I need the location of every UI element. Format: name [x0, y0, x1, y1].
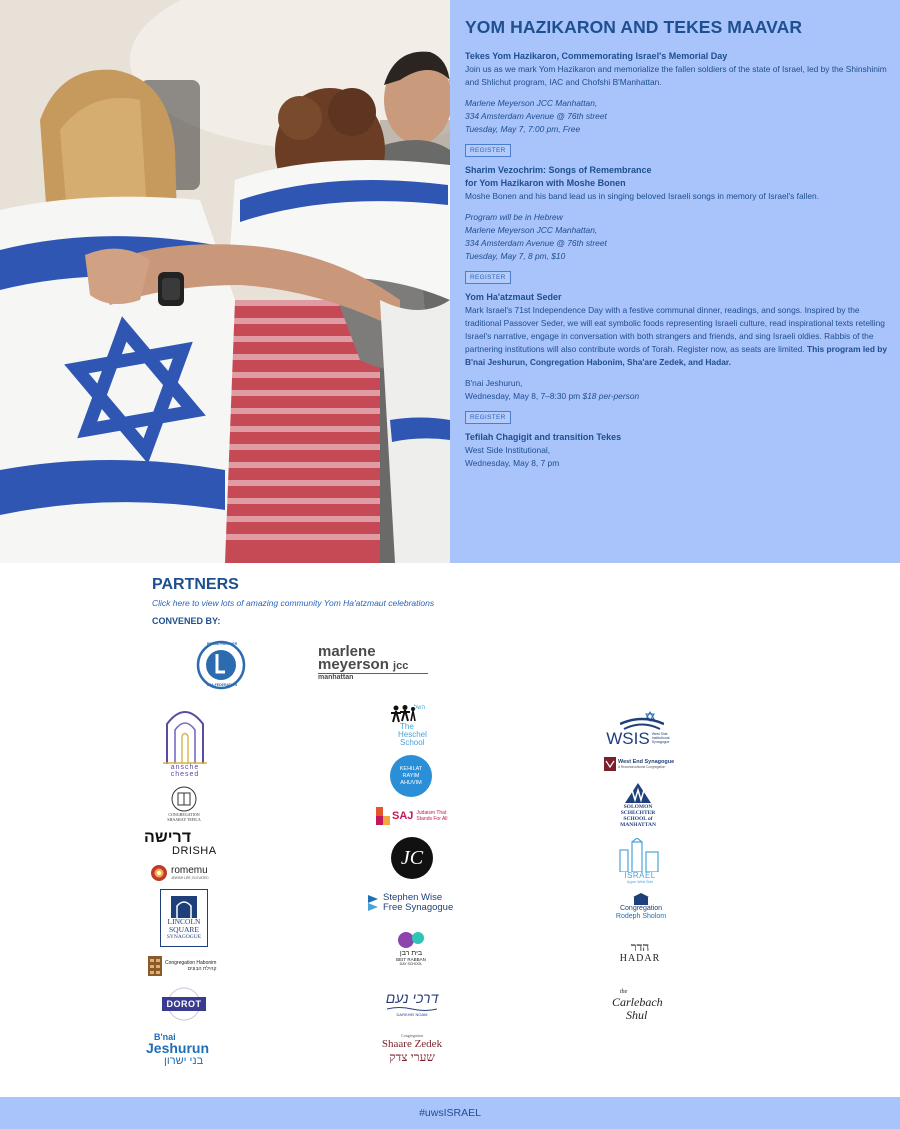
jcc-line-marlene: marlene	[318, 643, 376, 660]
marlene-meyerson-jcc-logo[interactable]	[318, 641, 433, 685]
heschel-school-logo[interactable]	[390, 704, 434, 748]
beit-rabban-logo[interactable]	[388, 922, 434, 974]
habonim-bricks-icon	[148, 956, 162, 976]
saj-name: SAJ	[392, 810, 414, 822]
jcc-meyerson-text: meyerson	[318, 656, 389, 673]
iscl-name: ISRAEL	[624, 871, 656, 880]
shaaray-crest-icon	[167, 786, 201, 812]
wsis-subtitle: West Side Institutional Synagogue	[651, 732, 670, 744]
heschel-figures-icon	[390, 705, 416, 723]
hero-section	[0, 0, 900, 563]
event-description-text: Mark Israel's 71st Independence Day with a festive communal dinner, readings, and songs. Inspired by the traditional Passover Seder, we will eat symbolic foods representing Israeli culture, read inspirational texts retelling Israel's narrative, engage in conversation with both strangers and friends, and sing Israeli oldies. Rabbis of the partnering institutions will also contribute words of Torah. Register now, as seats are limited.	[465, 305, 885, 354]
page-title: YOM HAZIKARON AND TEKES MAAVAR	[465, 17, 803, 37]
heschel-line2: Heschel	[398, 730, 427, 739]
jc-logo[interactable]	[391, 837, 433, 879]
event-language-note: Program will be in Hebrew	[465, 212, 563, 222]
event-date-line: Tuesday, May 7, 7:00 pm, Free	[465, 124, 581, 134]
event-date-line: Wednesday, May 8, 7 pm	[465, 458, 560, 468]
jcc-line-meyerson	[318, 658, 408, 673]
west-end-name: West End Synagogue	[618, 759, 675, 765]
event-title: Yom Ha'atzmaut Seder	[465, 292, 562, 302]
lincoln-square-synagogue-logo[interactable]	[160, 889, 208, 947]
hadar-logo[interactable]	[616, 934, 664, 970]
partners-title: PARTNERS	[152, 576, 239, 593]
rodeph-sholom-logo[interactable]	[606, 891, 676, 923]
darkhei-name: DARKHEI NOAM	[396, 1011, 428, 1017]
event-date-line	[465, 390, 890, 403]
habonim-name: Congregation Habonim	[165, 960, 217, 966]
west-end-synagogue-logo[interactable]	[604, 755, 680, 773]
shaare-line1: Congregation	[401, 1033, 423, 1038]
kehilat-line3: AHUVIM	[400, 779, 422, 786]
event-location	[465, 444, 890, 470]
beit-rabban-line1: BEIT RABBAN	[396, 957, 426, 962]
heschel-hebrew: השל	[414, 705, 426, 711]
iscl-subtitle: Upper West Side	[626, 880, 654, 884]
drisha-hebrew: דרישה	[144, 828, 192, 846]
event-location-line: 334 Amsterdam Avenue @ 76th street	[465, 238, 607, 248]
bnai-hebrew: בני ישרון	[164, 1055, 204, 1067]
register-button[interactable]: REGISTER	[465, 411, 511, 424]
register-button[interactable]: REGISTER	[465, 271, 511, 284]
event-location-line: B'nai Jeshurun,	[465, 378, 523, 388]
uja-ring-top: PROUD PARTNER	[206, 642, 238, 646]
drisha-logo[interactable]	[144, 829, 218, 857]
stephen-wise-free-synagogue-logo[interactable]	[366, 891, 460, 915]
convened-by-label: CONVENED BY:	[152, 616, 221, 626]
event-tefilah-chagigit	[465, 431, 890, 470]
event-description: Moshe Bonen and his band lead us in singing beloved Israeli songs in memory of Israel's fallen.	[465, 191, 820, 201]
uja-ring-bottom: UJA FEDERATION	[206, 683, 238, 687]
drisha-name: DRISHA	[172, 844, 217, 857]
romemu-logo[interactable]	[150, 862, 218, 884]
schechter-line4: MANHATTAN	[620, 822, 656, 828]
hadar-hebrew: הדר	[630, 939, 650, 954]
carlebach-line3: Shul	[626, 1007, 648, 1022]
saj-tagline1: Judaism That	[416, 810, 447, 816]
community-celebrations-link[interactable]: Click here to view lots of amazing community Yom Ha'atzmaut celebrations	[152, 598, 435, 608]
heschel-line3: School	[400, 738, 425, 747]
skyline-icon	[616, 838, 664, 872]
schechter-line2: SCHECHTER	[620, 810, 656, 816]
wsis-star-wave-icon	[620, 710, 664, 730]
schechter-line1: SOLOMON	[623, 804, 653, 810]
dorot-name: DOROT	[166, 999, 202, 1009]
events-panel	[450, 0, 900, 563]
kehilat-line2: RAYIM	[402, 772, 420, 779]
hero-photo-illustration	[0, 0, 450, 563]
beit-rabban-line2: DAY SCHOOL	[399, 962, 423, 966]
shaaray-line2: SHAARAY TEFILA	[167, 817, 201, 822]
carlebach-line2: Carlebach	[612, 994, 663, 1009]
event-location	[465, 377, 890, 403]
event-title: Tefilah Chagigit and transition Tekes	[465, 432, 622, 442]
ansche-line2: chesed	[170, 771, 200, 778]
jc-mark: JC	[400, 846, 424, 869]
event-date-line: Tuesday, May 7, 8 pm, $10	[465, 251, 566, 261]
event-title-line: for Yom Hazikaron with Moshe Bonen	[465, 178, 626, 188]
shaaray-tefila-logo[interactable]	[160, 784, 208, 824]
event-description: Join us as we mark Yom Hazikaron and memorialize the fallen soldiers of the state of Israel, led by the Shinshinim and Shlichut program, IAC and Chofshi B'Manhattan.	[465, 64, 887, 87]
iscl-israel-logo[interactable]	[614, 836, 666, 886]
shaaray-line1: CONGREGATION	[168, 812, 200, 817]
darkhei-noam-logo[interactable]	[382, 986, 442, 1020]
hadar-name: HADAR	[619, 952, 661, 964]
rodeph-line2: Rodeph Sholom	[615, 913, 667, 920]
event-title	[465, 164, 890, 190]
event-description-highlight: This program led by B'nai Jeshurun, Congregation Habonim, Sha'are Zedek, and Hadar.	[465, 344, 888, 367]
lincoln-arch-icon	[171, 896, 197, 918]
event-location-line: West Side Institutional,	[465, 445, 551, 455]
event-description	[465, 304, 890, 369]
romemu-tagline: JEWISH LIFE, ELEVATED	[171, 876, 209, 880]
event-price: $18 per-person	[582, 391, 640, 401]
stephen-wise-flame-icon	[366, 894, 380, 912]
jcc-mark: jcc	[393, 660, 409, 672]
jcc-line-manhattan: manhattan	[318, 674, 354, 681]
lincoln-line2: SQUARE	[168, 924, 199, 934]
west-end-mark-icon	[604, 757, 616, 771]
event-location-line: 334 Amsterdam Avenue @ 76th street	[465, 111, 607, 121]
wsis-logo[interactable]	[604, 706, 680, 750]
romemu-name: romemu	[171, 865, 208, 876]
heschel-line1: The	[400, 722, 414, 731]
shaare-line2: Shaare Zedek	[381, 1038, 443, 1050]
congregation-habonim-logo[interactable]	[148, 955, 220, 977]
carlebach-line1: the	[620, 988, 628, 995]
dorot-logo[interactable]	[156, 986, 212, 1022]
event-date-text: Wednesday, May 8, 7–8:30 pm	[465, 391, 581, 401]
bnai-line1: B'nai	[154, 1032, 176, 1042]
lincoln-line3: SYNAGOGUE	[166, 933, 202, 940]
register-button[interactable]: REGISTER	[465, 144, 511, 157]
rodeph-line1: Congregation	[619, 905, 663, 912]
beit-rabban-bubbles-icon	[396, 930, 426, 950]
kehilat-rayim-ahuvim-logo[interactable]	[390, 755, 432, 797]
event-tekes-yom-hazikaron	[465, 50, 890, 164]
bnai-jeshurun-logo[interactable]	[146, 1030, 222, 1070]
event-location	[465, 97, 890, 136]
hero-photo	[0, 0, 450, 563]
saj-logo[interactable]	[376, 804, 448, 828]
solomon-schechter-logo[interactable]	[610, 780, 666, 830]
romemu-flower-icon	[150, 864, 168, 882]
habonim-hebrew: קהילת הבונים	[187, 966, 217, 972]
rodeph-building-icon	[632, 893, 650, 905]
kehilat-line1: KEHILAT	[399, 765, 423, 772]
event-location-line: Marlene Meyerson JCC Manhattan,	[465, 98, 598, 108]
west-end-subtitle: A Reconstructionist Congregation	[618, 765, 666, 769]
darkhei-hebrew: דרכי נעם	[385, 989, 439, 1006]
event-title-line: Sharim Vezochrim: Songs of Remembrance	[465, 165, 652, 175]
beit-rabban-hebrew: בית רבן	[399, 950, 423, 957]
saj-mark-icon	[376, 807, 390, 825]
event-location	[465, 211, 890, 263]
event-yom-haatzmaut-seder	[465, 291, 890, 431]
ansche-chesed-logo[interactable]	[160, 704, 210, 780]
partners-section	[152, 576, 752, 626]
schechter-line3: SCHOOL of	[623, 816, 653, 822]
event-sharim-vezochrim	[465, 164, 890, 291]
footer-hashtag: #uwsISRAEL	[419, 1107, 481, 1119]
wsis-name: WSIS	[606, 728, 650, 748]
ansche-line1: ansche	[170, 764, 200, 771]
shaare-zedek-logo[interactable]	[370, 1030, 454, 1068]
footer-bar	[0, 1097, 900, 1129]
bnai-line2: Jeshurun	[146, 1040, 210, 1056]
arches-icon	[163, 706, 207, 764]
saj-tagline2: Stands For All	[416, 816, 448, 822]
stephen-wise-line2: Free Synagogue	[383, 902, 454, 913]
schechter-shin-icon	[624, 782, 652, 804]
carlebach-shul-logo[interactable]	[612, 984, 668, 1026]
stephen-wise-line1: Stephen Wise	[383, 892, 443, 903]
event-location-line: Marlene Meyerson JCC Manhattan,	[465, 225, 598, 235]
event-title: Tekes Yom Hazikaron, Commemorating Israel's Memorial Day	[465, 51, 728, 61]
shaare-hebrew: שערי צדק	[389, 1050, 435, 1064]
lincoln-line1: LINCOLN	[167, 916, 201, 926]
